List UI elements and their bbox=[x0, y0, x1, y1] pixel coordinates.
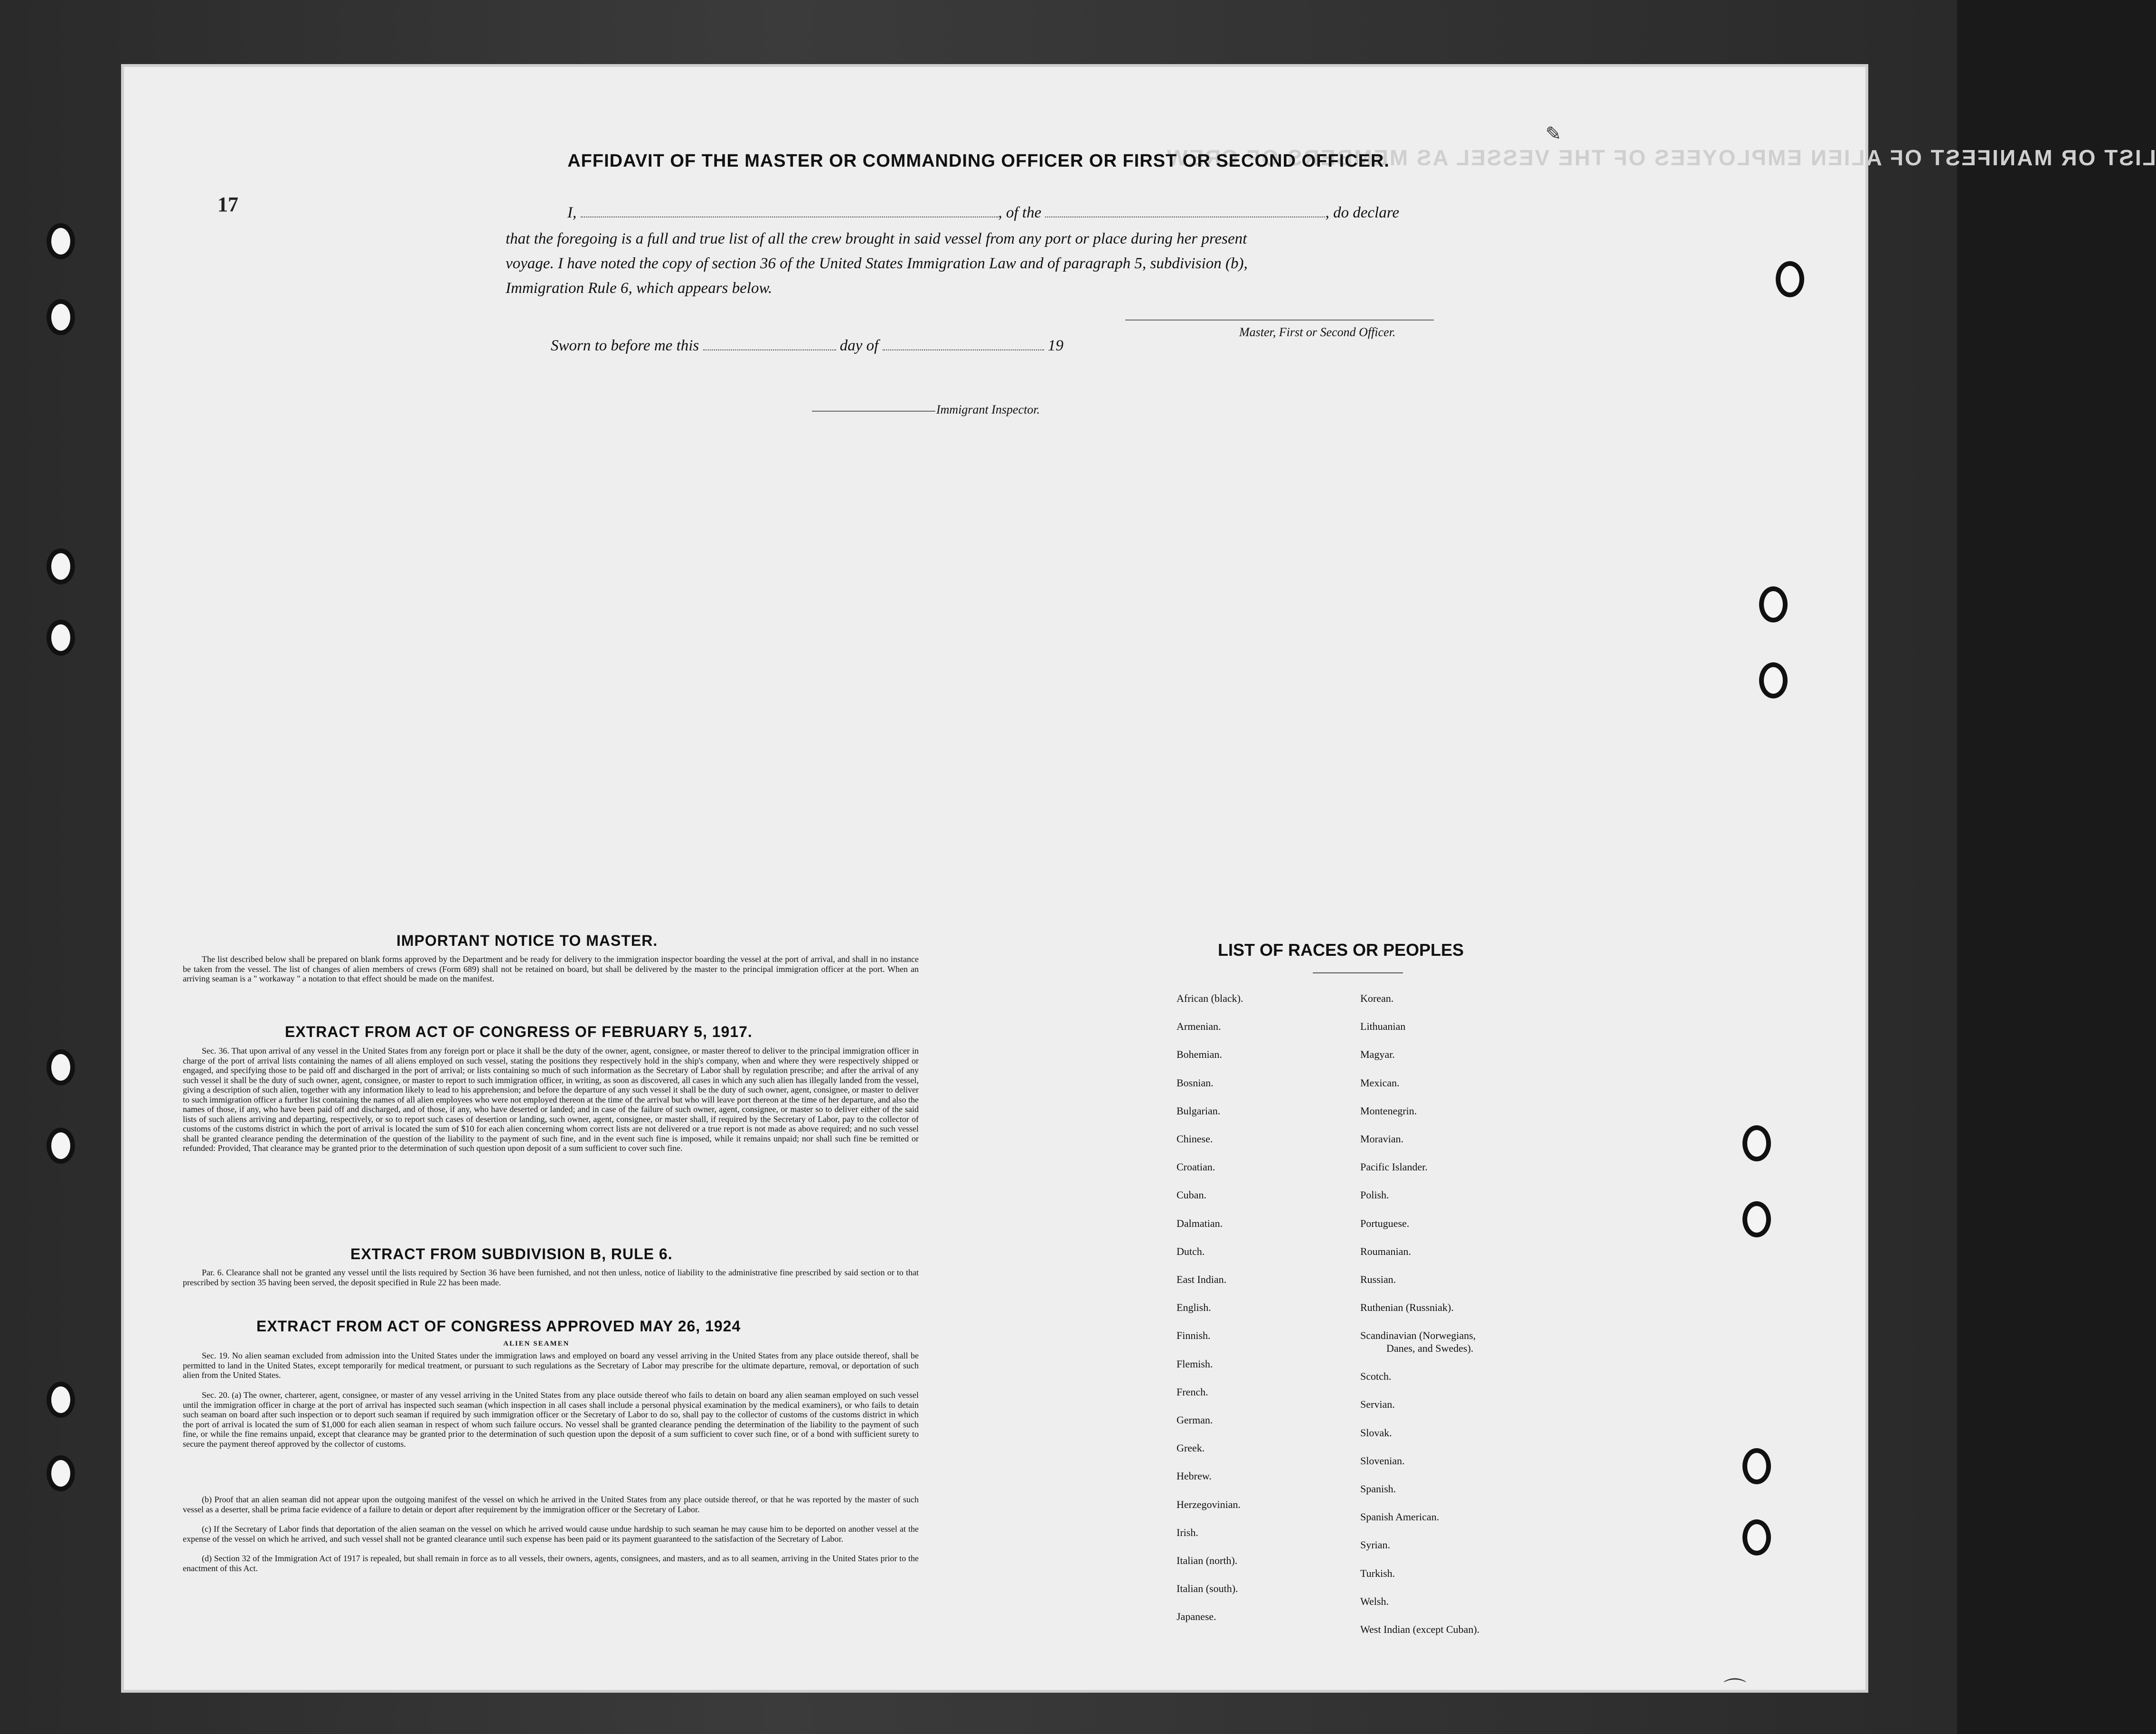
affidavit-line-1-start: I, bbox=[567, 204, 577, 221]
race-item: Polish. bbox=[1360, 1189, 1389, 1201]
punch-hole bbox=[47, 548, 75, 584]
punch-hole bbox=[1759, 662, 1788, 698]
race-item: Flemish. bbox=[1177, 1357, 1213, 1370]
bleed-through-text: LIST OR MANIFEST OF ALIEN EMPLOYEES OF THE VESSEL AS MEMBERS OF CREW bbox=[1166, 145, 2156, 170]
inspector-signature-line[interactable] bbox=[812, 411, 935, 412]
punch-hole bbox=[1742, 1448, 1771, 1484]
notice-heading: IMPORTANT NOTICE TO MASTER. bbox=[396, 932, 658, 949]
affidavit-line-1-mid: , of the bbox=[998, 204, 1042, 221]
act1917-text: Sec. 36. That upon arrival of any vessel in the United States from any foreign port or place it shall be the duty of the owner, agent, consignee, or master thereof to deliver to the principal immigration officer in charge of the port of arrival lists containing the names of all aliens employed on such vessel, stating the positions they respectively hold in the ship's company, when and where they were respectively shipped or engaged, and specifying those to be paid off and discharged in the port of arrival; or lists containing so much of such information as the Secretary of Labor shall by regulation prescribe; and after the arrival of any such vessel it shall be the duty of such owner, agent, consignee, or master to report to such immigration officer, in writing, as soon as discovered, all cases in which any such alien has illegally landed from the vessel, giving a description of such alien, together with any information likely to lead to his apprehension; and before the departure of any such vessel it shall be the duty of such owner, agent, consignee, or master to deliver to such immigration officer a further list containing the names of all alien employees who were not employed thereon at the time of the arrival but who will leave port thereon at the time of her departure, and also the names of those, if any, who have been paid off and discharged, and of those, if any, who have deserted or landed; and in case of the failure of such owner, agent, consignee, or master so to deliver either of the said lists of such aliens arriving and departing, respectively, or so to report such cases of desertion or landing, such owner, agent, consignee, or master shall, if required by the Secretary of Labor, pay to the collector of customs of the customs district in which the port of arrival is located the sum of $10 for each alien concerning whom correct lists are not delivered or a true report is not made as above required; and no such vessel shall be granted clearance pending the determination of the question of the liability to the payment of such fine, and in the event such fine is imposed, while it remains unpaid; nor shall such fine be remitted or refunded: Provided, That clearance may be granted prior to the determination of such question upon deposit of a sum sufficient to cover such fine. bbox=[183, 1046, 919, 1153]
affidavit-line-1 bbox=[567, 204, 1399, 222]
race-item: Spanish. bbox=[1360, 1483, 1396, 1495]
race-item: Danes, and Swedes). bbox=[1386, 1342, 1474, 1355]
punch-hole bbox=[47, 1128, 75, 1164]
act1924-heading: EXTRACT FROM ACT OF CONGRESS APPROVED MAY 26, 1924 bbox=[256, 1318, 741, 1335]
affidavit-line-1-end: , do declare bbox=[1325, 204, 1399, 221]
race-item: Roumanian. bbox=[1360, 1245, 1411, 1257]
races-heading: LIST OF RACES OR PEOPLES bbox=[1218, 940, 1464, 960]
sworn-start: Sworn to before me this bbox=[551, 337, 699, 354]
act1917-heading: EXTRACT FROM ACT OF CONGRESS OF FEBRUARY 5, 1917. bbox=[285, 1023, 753, 1040]
race-item: Irish. bbox=[1177, 1526, 1198, 1538]
punch-hole bbox=[47, 1455, 75, 1491]
punch-hole bbox=[47, 299, 75, 335]
inspector-label: Immigrant Inspector. bbox=[936, 403, 1040, 416]
race-item: Bohemian. bbox=[1177, 1048, 1222, 1061]
race-item: Welsh. bbox=[1360, 1595, 1389, 1607]
race-item: Ruthenian (Russniak). bbox=[1360, 1301, 1454, 1314]
race-item: Scandinavian (Norwegians, bbox=[1360, 1329, 1476, 1342]
race-item: Italian (south). bbox=[1177, 1583, 1238, 1595]
race-item: Dutch. bbox=[1177, 1245, 1205, 1257]
sworn-line bbox=[551, 337, 1064, 355]
race-item: Korean. bbox=[1360, 992, 1394, 1004]
races-rule bbox=[1313, 972, 1403, 973]
race-item: Servian. bbox=[1360, 1398, 1395, 1411]
sworn-month-blank[interactable] bbox=[883, 349, 1044, 350]
race-item: Chinese. bbox=[1177, 1133, 1213, 1145]
race-item: Slovak. bbox=[1360, 1426, 1392, 1439]
race-item: African (black). bbox=[1177, 992, 1243, 1004]
race-item: Cuban. bbox=[1177, 1189, 1206, 1201]
race-item: German. bbox=[1177, 1414, 1213, 1426]
race-item: Spanish American. bbox=[1360, 1511, 1440, 1523]
race-item: Hebrew. bbox=[1177, 1470, 1212, 1482]
rule6-heading: EXTRACT FROM SUBDIVISION B, RULE 6. bbox=[350, 1245, 673, 1263]
punch-hole bbox=[1776, 261, 1804, 297]
margin-number: 17 bbox=[217, 193, 238, 216]
act1924-sec20b: (b) Proof that an alien seaman did not appear upon the outgoing manifest of the vessel on which he arrived in the United States from any place outside thereof, or that he was reported by the master of such vessel as a deserter, shall be prima facie evidence of a failure to detain or deport after requirement by the immigration officer or the Secretary of Labor. bbox=[183, 1495, 919, 1514]
punch-hole bbox=[47, 1049, 75, 1085]
race-item: West Indian (except Cuban). bbox=[1360, 1623, 1480, 1636]
punch-hole bbox=[47, 1382, 75, 1418]
race-item: English. bbox=[1177, 1301, 1211, 1314]
act1924-sec19: Sec. 19. No alien seaman excluded from admission into the United States under the immigration laws and employed on board any vessel arriving in the United States from any place outside thereof, shall be permitted to land in the United States, except temporarily for medical treatment, or pursuant to such regulations as the Secretary of Labor may prescribe for the ultimate departure, removal, or deportation of such alien from the United States. bbox=[183, 1351, 919, 1380]
sworn-day-label: day of bbox=[839, 337, 879, 354]
sworn-year: 19 bbox=[1047, 337, 1064, 354]
race-item: Pacific Islander. bbox=[1360, 1161, 1428, 1173]
act1924-sec20d: (d) Section 32 of the Immigration Act of 1917 is repealed, but shall remain in force as to all vessels, their owners, agents, consignees, and masters, and as to all seamen, arriving in the United States prior to the enactment of this Act. bbox=[183, 1554, 919, 1573]
race-item: Finnish. bbox=[1177, 1329, 1211, 1342]
race-item: Moravian. bbox=[1360, 1133, 1404, 1145]
race-item: Slovenian. bbox=[1360, 1454, 1405, 1467]
punch-hole bbox=[1742, 1125, 1771, 1161]
race-item: Dalmatian. bbox=[1177, 1217, 1223, 1229]
race-item: Scotch. bbox=[1360, 1370, 1392, 1383]
punch-hole bbox=[47, 223, 75, 259]
punch-hole bbox=[1742, 1201, 1771, 1237]
race-item: Mexican. bbox=[1360, 1076, 1400, 1089]
race-item: Portuguese. bbox=[1360, 1217, 1410, 1229]
act1924-sec20c: (c) If the Secretary of Labor finds that deportation of the alien seaman on the vessel on which he arrived would cause undue hardship to such seaman he may cause him to be deported on another vessel at the expense of the vessel on which he arrived, and such vessel shall not be granted clearance until such expense has been paid or its payment guaranteed to the satisfaction of the Secretary of Labor. bbox=[183, 1524, 919, 1544]
race-item: Syrian. bbox=[1360, 1539, 1390, 1551]
affidavit-line-2: that the foregoing is a full and true list of all the crew brought in said vessel from any port or place during her present bbox=[506, 230, 1247, 247]
race-item: Turkish. bbox=[1360, 1567, 1395, 1579]
act1924-sec20a: Sec. 20. (a) The owner, charterer, agent, consignee, or master of any vessel arriving in the United States from any place outside thereof who fails to detain on board any alien seaman employed on such vessel until the immigration officer in charge at the port of arrival has inspected such seaman (which inspection in all cases shall include a personal physical examination by the medical examiners), or who fails to detain such seaman on board after such inspection or to deport such seaman if required by such immigration officer or the Secretary of Labor to do so, shall pay to the collector of customs of the customs district in which the port of arrival is located the sum of $1,000 for each alien seaman in respect of whom such failure occurs. No vessel shall be granted clearance pending the determination of the liability to the payment of such fine, or while the fine remains unpaid, except that clearance may be granted prior to the determination of such question upon the deposit of a sum sufficient to cover such fine, or of a bond with sufficient surety to secure the payment thereof approved by the collector of customs. bbox=[183, 1390, 919, 1449]
race-item: Montenegrin. bbox=[1360, 1104, 1417, 1117]
race-item: Bosnian. bbox=[1177, 1076, 1214, 1089]
race-item: Greek. bbox=[1177, 1442, 1205, 1454]
corner-stamp: ✎ bbox=[1545, 123, 1562, 144]
race-item: Japanese. bbox=[1177, 1611, 1216, 1623]
affidavit-line-4: Immigration Rule 6, which appears below. bbox=[506, 280, 772, 297]
race-item: French. bbox=[1177, 1385, 1208, 1398]
race-item: East Indian. bbox=[1177, 1273, 1227, 1285]
punch-hole bbox=[47, 620, 75, 656]
punch-hole bbox=[1759, 586, 1788, 622]
race-item: Herzegovinian. bbox=[1177, 1498, 1241, 1510]
punch-hole bbox=[1742, 1519, 1771, 1555]
signature-label: Master, First or Second Officer. bbox=[1239, 325, 1396, 339]
rule6-text: Par. 6. Clearance shall not be granted any vessel until the lists required by Section 36 have been furnished, and not then unless, notice of liability to the administrative fine prescribed by said section or to that prescribed by section 35 having been served, the deposit specified in Rule 22 has been made. bbox=[183, 1268, 919, 1287]
affidavit-line-3: voyage. I have noted the copy of section 36 of the United States Immigration Law and of paragraph 5, subdivision (b), bbox=[506, 255, 1248, 272]
notice-text: The list described below shall be prepared on blank forms approved by the Department and be ready for delivery to the immigration inspector boarding the vessel at the port of arrival, and shall in no instance be taken from the vessel. The list of changes of alien members of crews (Form 689) shall not be retained on board, but shall be delivered by the master to the principal immigration officer at the port. When an arriving seaman is a " workaway " a notation to that effect should be made on the manifest. bbox=[183, 954, 919, 983]
race-item: Armenian. bbox=[1177, 1020, 1221, 1033]
affidavit-title: AFFIDAVIT OF THE MASTER OR COMMANDING OFFICER OR FIRST OR SECOND OFFICER. bbox=[567, 151, 1390, 171]
sworn-day-blank[interactable] bbox=[703, 349, 836, 350]
corner-mark: ⌒ bbox=[1723, 1677, 1747, 1703]
race-item: Italian (north). bbox=[1177, 1555, 1238, 1566]
race-item: Magyar. bbox=[1360, 1048, 1395, 1061]
race-item: Russian. bbox=[1360, 1273, 1396, 1285]
race-item: Croatian. bbox=[1177, 1161, 1215, 1173]
race-item: Bulgarian. bbox=[1177, 1104, 1221, 1117]
race-item: Lithuanian bbox=[1360, 1020, 1406, 1033]
act1924-subheading: ALIEN SEAMEN bbox=[503, 1340, 570, 1348]
